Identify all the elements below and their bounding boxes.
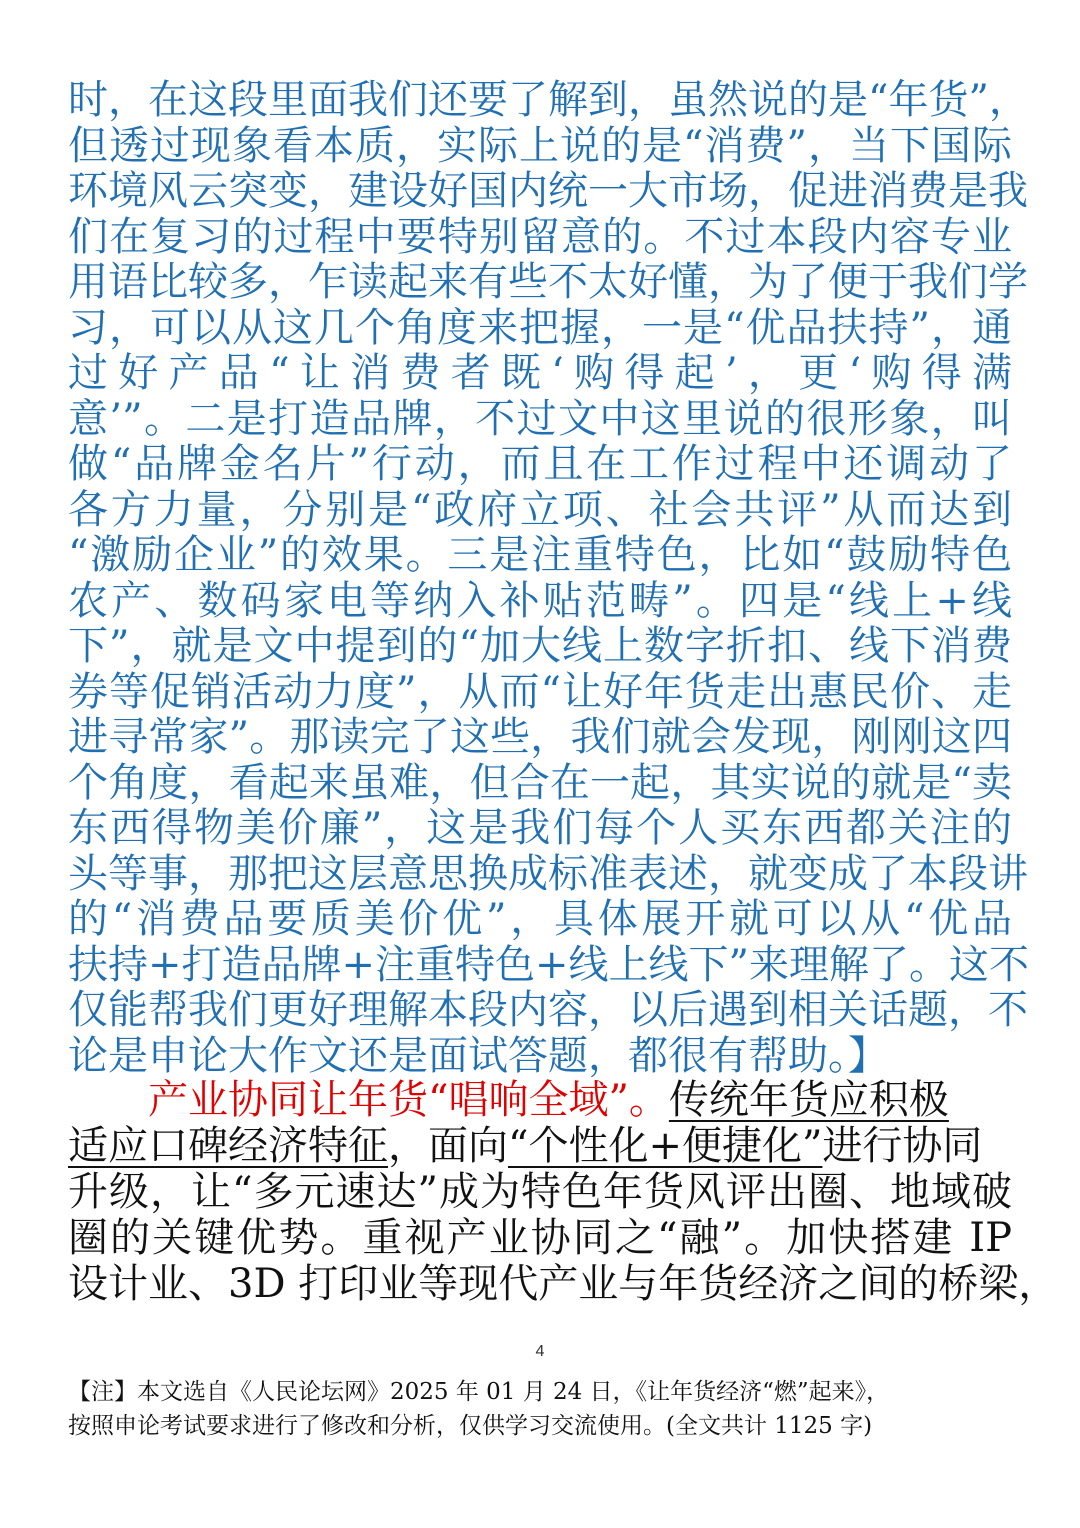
commentary-line: 用语比较多，乍读起来有些不太好懂，为了便于我们学 <box>68 259 1028 305</box>
paragraph-line-5: 设计业、3D 打印业等现代产业与年货经济之间的桥梁， <box>68 1261 1059 1307</box>
paragraph-line-4: 圈的关键优势。重视产业协同之“融”。加快搭建 IP <box>68 1215 1012 1261</box>
paragraph-line-3: 升级，让“多元速达”成为特色年货风评出圈、地域破 <box>68 1169 1012 1215</box>
commentary-line: 过好产品“让消费者既‘购得起’，更‘购得满 <box>68 350 1012 396</box>
commentary-line: 券等促销活动力度”，从而“让好年货走出惠民价、走 <box>68 668 1012 715</box>
commentary-line: 下”，就是文中提到的“加大线上数字折扣、线下消费 <box>68 623 1012 669</box>
commentary-line: 论是申论大作文还是面试答题，都很有帮助。】 <box>68 1032 888 1079</box>
commentary-line: 各方力量，分别是“政府立项、社会共评”从而达到 <box>68 486 1012 533</box>
commentary-line: 环境风云突变，建设好国内统一大市场，促进消费是我 <box>68 168 1028 214</box>
paragraph-line-2 <box>68 1124 1012 1169</box>
commentary-line: 东西得物美价廉”，这是我们每个人买东西都关注的 <box>68 805 1012 851</box>
page-number: 4 <box>535 1343 545 1360</box>
source-note-line-1: 【注】本文选自《人民论坛网》2025 年 01 月 24 日，《让年货经济“燃”起来》， <box>68 1379 890 1405</box>
commentary-line: 的“消费品要质美价优”，具体展开就可以从“优品 <box>68 896 1012 942</box>
commentary-line: 但透过现象看本质，实际上说的是“消费”，当下国际 <box>68 122 1012 169</box>
source-note-line-2: 按照申论考试要求进行了修改和分析，仅供学习交流使用。(全文共计 1125 字) <box>68 1413 873 1439</box>
paragraph-line-1 <box>68 1078 1012 1123</box>
paragraph-text: ，面向 <box>388 1123 508 1169</box>
underlined-key-phrase: 传统年货应积极 <box>668 1077 949 1123</box>
commentary-line: 个角度，看起来虽难，但合在一起，其实说的就是“卖 <box>68 759 1012 806</box>
commentary-line: 习，可以从这几个角度来把握，一是“优品扶持”，通 <box>68 304 1012 351</box>
commentary-line: 扶持+打造品牌+注重特色+线上线下”来理解了。这不 <box>68 941 1029 988</box>
commentary-line: 做“品牌金名片”行动，而且在工作过程中还调动了 <box>68 441 1012 487</box>
commentary-line: 时，在这段里面我们还要了解到，虽然说的是“年货”， <box>68 77 1029 123</box>
paragraph-text: 进行协同 <box>822 1123 983 1169</box>
commentary-line: 农产、数码家电等纳入补贴范畴”。四是“线上+线 <box>68 577 1012 624</box>
underlined-key-phrase: 适应口碑经济特征 <box>68 1123 388 1169</box>
underlined-key-phrase: “个性化+便捷化” <box>508 1123 823 1169</box>
commentary-line: 意’”。二是打造品牌，不过文中这里说的很形象，叫 <box>68 395 1012 442</box>
commentary-line: 进寻常家”。那读完了这些，我们就会发现，刚刚这四 <box>68 714 1012 760</box>
section-heading: 产业协同让年货“唱响全域”。 <box>148 1077 669 1123</box>
commentary-line: 仅能帮我们更好理解本段内容，以后遇到相关话题，不 <box>68 987 1028 1033</box>
commentary-line: 们在复习的过程中要特别留意的。不过本段内容专业 <box>68 213 1012 260</box>
commentary-line: 头等事，那把这层意思换成标准表述，就变成了本段讲 <box>68 850 1028 897</box>
commentary-line: “激励企业”的效果。三是注重特色，比如“鼓励特色 <box>68 532 1012 578</box>
